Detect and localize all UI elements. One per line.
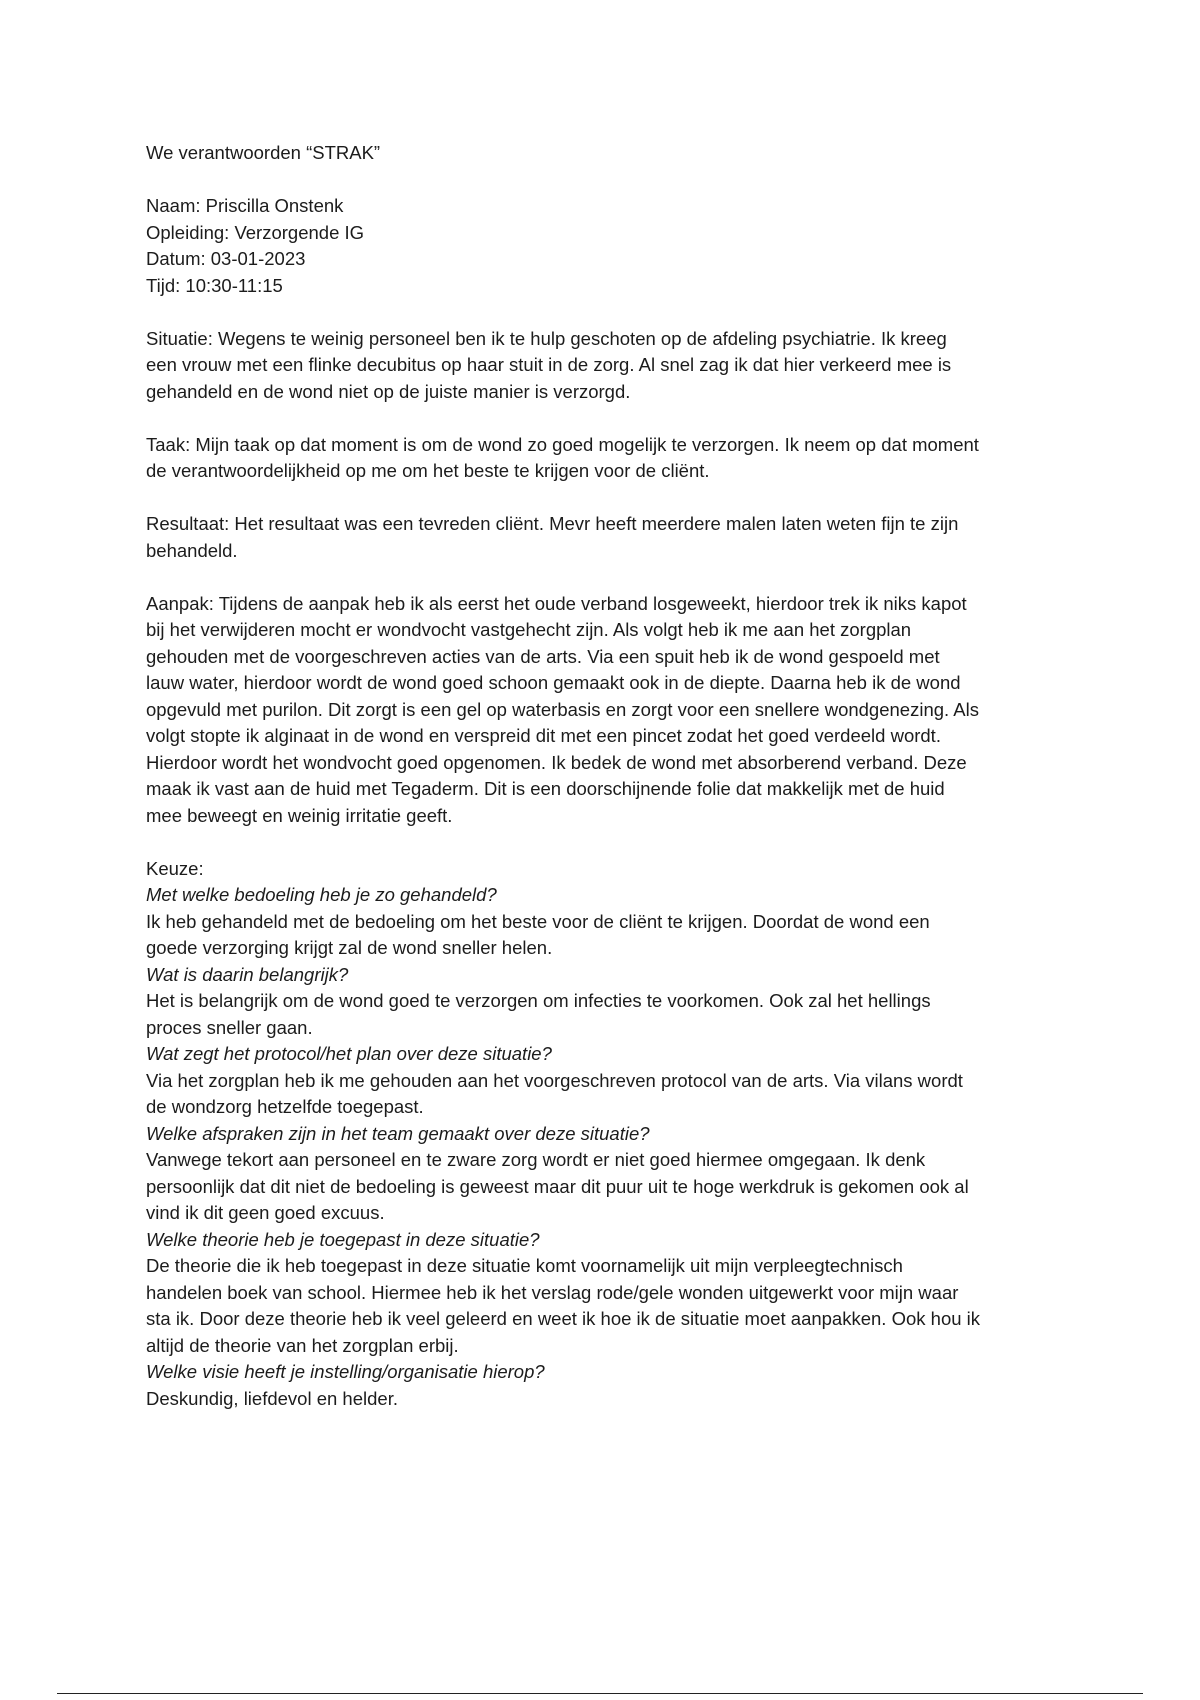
text-line: mee beweegt en weinig irritatie geeft. [146,804,453,826]
keuze-answer-line: Vanwege tekort aan personeel en te zware zorg wordt er niet goed hiermee omgegaan. Ik denk [146,1149,926,1170]
resultaat-paragraph [146,511,1066,564]
keuze-answer-line: Via het zorgplan heb ik me gehouden aan het voorgeschreven protocol van de arts. Via vilans wordt [146,1069,963,1091]
meta-tijd: Tijd: 10:30-11:15 [146,274,283,296]
meta-naam: Naam: Priscilla Onstenk [146,195,344,216]
text-line: Aanpak: Tijdens de aanpak heb ik als eerst het oude verband losgeweekt, hierdoor trek ik niks kapot [146,592,967,614]
keuze-answer-line: Deskundig, liefdevol en helder. [146,1387,398,1409]
keuze-answer-line: Ik heb gehandeld met de bedoeling om het beste voor de cliënt te krijgen. Doordat de wond een [146,910,930,932]
keuze-answer-line: persoonlijk dat dit niet de bedoeling is geweest maar dit puur uit te hoge werkdruk is gekomen ook al [146,1175,969,1197]
aanpak-paragraph [146,591,1066,830]
meta-block [146,193,1066,299]
keuze-question: Welke theorie heb je toegepast in deze situatie? [146,1228,540,1250]
text-line: Hierdoor wordt het wondvocht goed opgenomen. Ik bedek de wond met absorberend verband. Deze [146,751,967,773]
keuze-answer-line: goede verzorging krijgt zal de wond sneller helen. [146,937,553,958]
text-line: de verantwoordelijkheid op me om het beste te krijgen voor de cliënt. [146,460,710,481]
keuze-section [146,856,1066,1413]
keuze-answer-line: Het is belangrijk om de wond goed te verzorgen om infecties te voorkomen. Ook zal het hellings [146,990,931,1011]
text-line: Taak: Mijn taak op dat moment is om de wond zo goed mogelijk te verzorgen. Ik neem op dat moment [146,433,979,455]
text-line: Resultaat: Het resultaat was een tevreden cliënt. Mevr heeft meerdere malen laten weten fijn te zijn [146,513,959,534]
text-line: lauw water, hierdoor wordt de wond goed schoon gemaakt ook in de diepte. Daarna heb ik de wond [146,672,961,693]
meta-datum: Datum: 03-01-2023 [146,248,306,269]
situatie-paragraph [146,326,1066,406]
text-line: maak ik vast aan de huid met Tegaderm. Dit is een doorschijnende folie dat makkelijk met de huid [146,778,945,799]
keuze-answer-line: proces sneller gaan. [146,1016,313,1038]
keuze-question: Welke afspraken zijn in het team gemaakt over deze situatie? [146,1122,650,1144]
taak-paragraph [146,432,1066,485]
keuze-question: Wat zegt het protocol/het plan over deze situatie? [146,1043,552,1064]
keuze-answer-line: handelen boek van school. Hiermee heb ik het verslag rode/gele wonden uitgewerkt voor mijn waar [146,1281,959,1303]
keuze-question: Met welke bedoeling heb je zo gehandeld? [146,884,497,905]
keuze-answer-line: De theorie die ik heb toegepast in deze situatie komt voornamelijk uit mijn verpleegtechnisch [146,1255,903,1276]
text-line: opgevuld met purilon. Dit zorgt is een gel op waterbasis en zorgt voor een snellere wondgenezing. Als [146,698,979,720]
keuze-heading: Keuze: [146,857,204,879]
keuze-answer-line: altijd de theorie van het zorgplan erbij. [146,1334,459,1356]
text-line: gehandeld en de wond niet op de juiste manier is verzorgd. [146,380,631,402]
document-title: We verantwoorden “STRAK” [146,142,381,163]
text-line: bij het verwijderen mocht er wondvocht vastgehecht zijn. Als volgt heb ik me aan het zorgplan [146,619,912,640]
document-page [146,140,1066,1412]
text-line: behandeld. [146,539,238,561]
keuze-answer-line: de wondzorg hetzelfde toegepast. [146,1096,424,1117]
keuze-question: Welke visie heeft je instelling/organisatie hierop? [146,1361,545,1382]
text-line: volgt stopte ik alginaat in de wond en verspreid dit met een pincet zodat het goed verdeeld wordt. [146,725,941,746]
keuze-answer-line: vind ik dit geen goed excuus. [146,1202,385,1223]
meta-opleiding: Opleiding: Verzorgende IG [146,221,365,243]
text-line: gehouden met de voorgeschreven acties van de arts. Via een spuit heb ik de wond gespoeld met [146,645,940,667]
keuze-answer-line: sta ik. Door deze theorie heb ik veel geleerd en weet ik hoe ik de situatie moet aanpakken. Ook hou ik [146,1308,981,1329]
text-line: Situatie: Wegens te weinig personeel ben ik te hulp geschoten op de afdeling psychiatrie. Ik kreeg [146,327,947,349]
keuze-question: Wat is daarin belangrijk? [146,963,349,985]
page-divider [57,1693,1143,1694]
text-line: een vrouw met een flinke decubitus op haar stuit in de zorg. Al snel zag ik dat hier verkeerd mee is [146,354,952,375]
